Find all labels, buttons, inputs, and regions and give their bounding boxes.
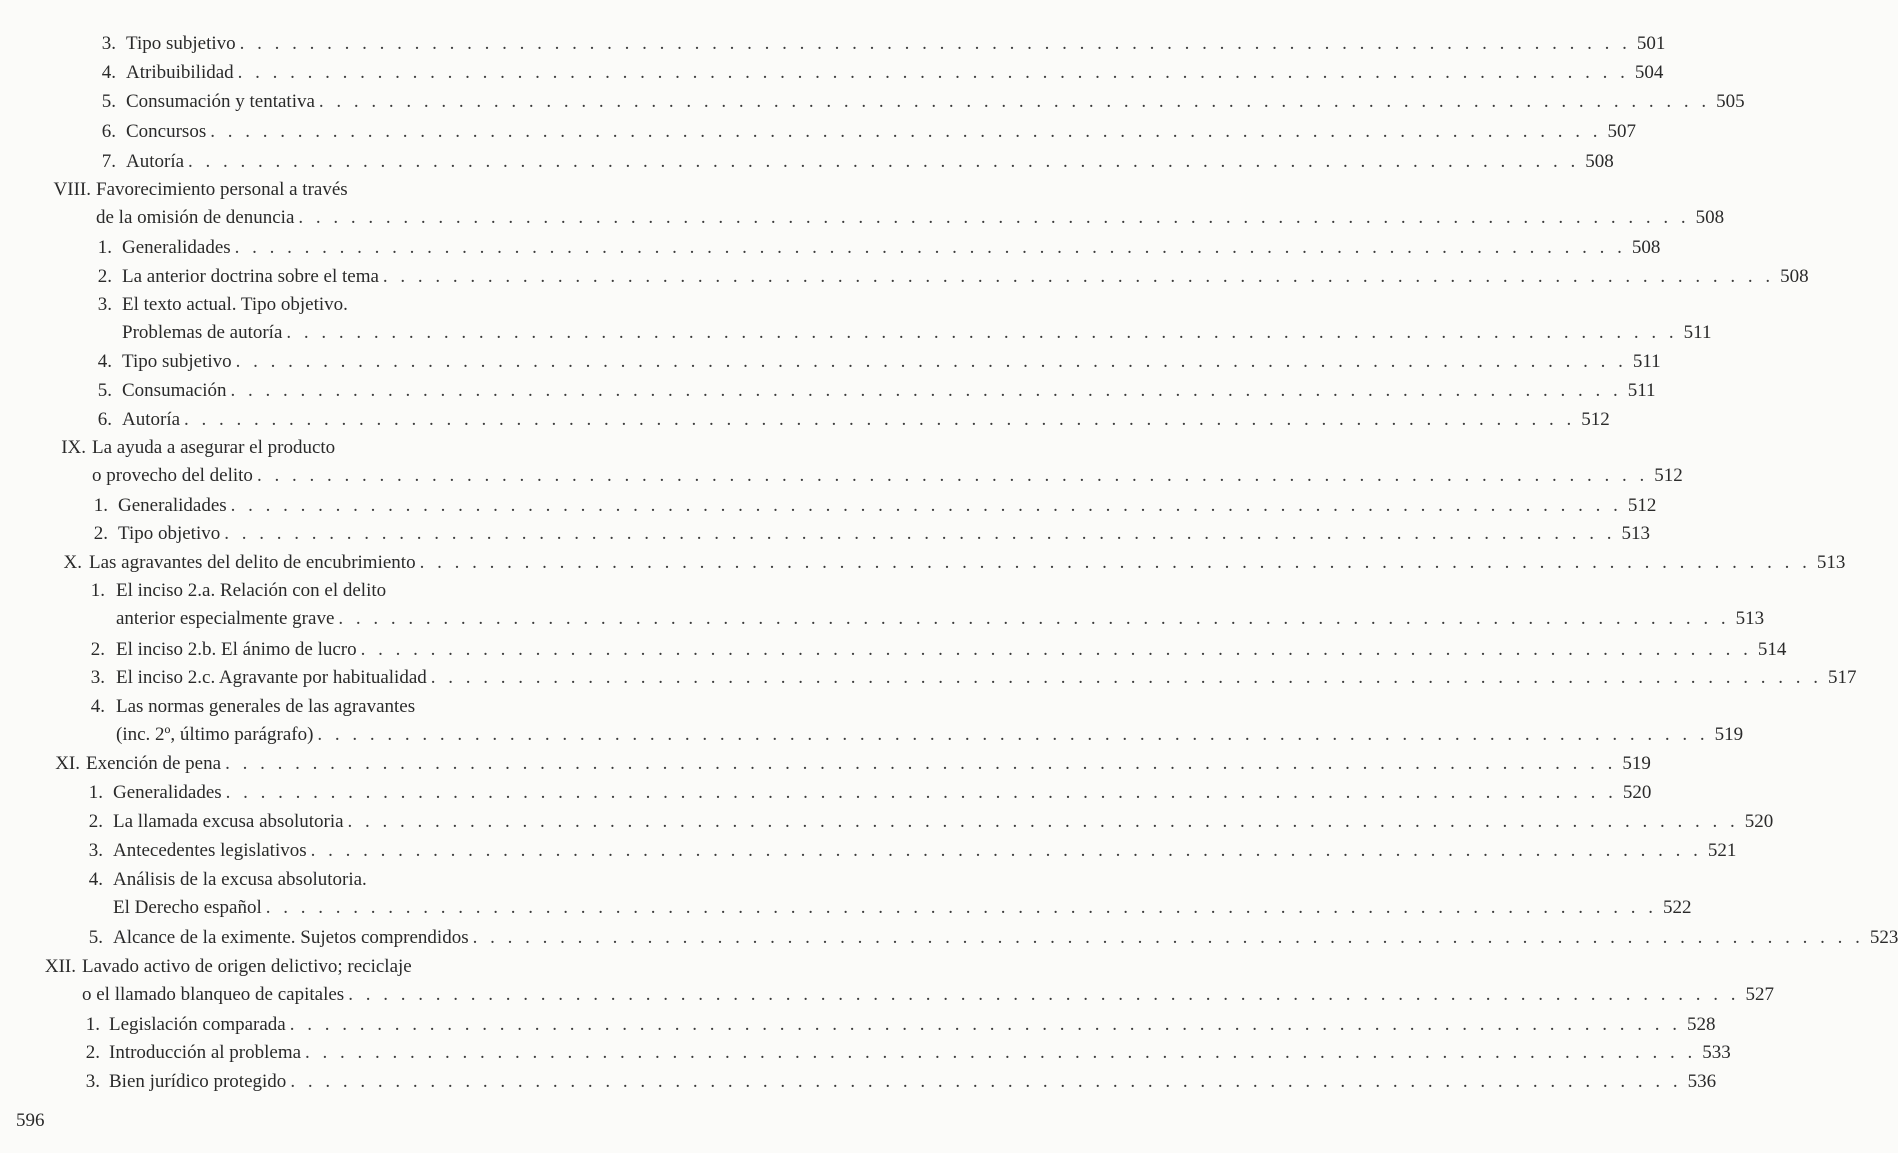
dot-leader: . . . . . . . . . . . . . . . . . . . . . . . . . . . . . . . . . . . . . . . . . . . . . . . . . . . . . . . . . . . . . . . . . . . . . . . . . . . . . . . . [472, 927, 1864, 948]
toc-page-number: 533 [1702, 1042, 1731, 1063]
toc-page-number: 523 [1869, 927, 1898, 948]
toc-entry-title-line: Generalidades [122, 237, 231, 258]
toc-entry-title-line: Introducción al problema [109, 1042, 302, 1063]
dot-leader: . . . . . . . . . . . . . . . . . . . . . . . . . . . . . . . . . . . . . . . . . . . . . . . . . . . . . . . . . . . . . . . . . . . . . . . . . . . . . . . . [305, 1042, 1697, 1063]
toc-entry-title-line: Tipo objetivo [118, 523, 221, 544]
dot-leader: . . . . . . . . . . . . . . . . . . . . . . . . . . . . . . . . . . . . . . . . . . . . . . . . . . . . . . . . . . . . . . . . . . . . . . . . . . . . . . . . [225, 782, 1617, 803]
toc-page-number: 522 [1663, 897, 1692, 918]
toc-page-number: 517 [1828, 667, 1857, 688]
dot-leader: . . . . . . . . . . . . . . . . . . . . . . . . . . . . . . . . . . . . . . . . . . . . . . . . . . . . . . . . . . . . . . . . . . . . . . . . . . . . . . . . [256, 465, 1649, 486]
toc-entry-title-line: El inciso 2.b. El ánimo de lucro [116, 639, 357, 660]
dot-leader: . . . . . . . . . . . . . . . . . . . . . . . . . . . . . . . . . . . . . . . . . . . . . . . . . . . . . . . . . . . . . . . . . . . . . . . . . . . . . . . . [237, 62, 1629, 83]
dot-leader: . . . . . . . . . . . . . . . . . . . . . . . . . . . . . . . . . . . . . . . . . . . . . . . . . . . . . . . . . . . . . . . . . . . . . . . . . . . . . . . . [224, 523, 1616, 544]
dot-leader: . . . . . . . . . . . . . . . . . . . . . . . . . . . . . . . . . . . . . . . . . . . . . . . . . . . . . . . . . . . . . . . . . . . . . . . . . . . . . . . . [286, 322, 1678, 343]
dot-leader: . . . . . . . . . . . . . . . . . . . . . . . . . . . . . . . . . . . . . . . . . . . . . . . . . . . . . . . . . . . . . . . . . . . . . . . . . . . . . . . . [310, 840, 1702, 861]
toc-entry-number: 6. [101, 121, 116, 142]
toc-page-number: 512 [1581, 409, 1610, 430]
toc-page-number: 512 [1627, 495, 1657, 516]
toc-entry-title-line: (inc. 2º, último parágrafo) [116, 724, 314, 745]
dot-leader: . . . . . . . . . . . . . . . . . . . . . . . . . . . . . . . . . . . . . . . . . . . . . . . . . . . . . . . . . . . . . . . . . . . . . . . . . . . . . . . . [239, 33, 1631, 54]
toc-entry-title-line: Tipo subjetivo [122, 351, 232, 372]
toc-entry-title-line: Consumación [122, 380, 227, 401]
dot-leader: . . . . . . . . . . . . . . . . . . . . . . . . . . . . . . . . . . . . . . . . . . . . . . . . . . . . . . . . . . . . . . . . . . . . . . . . . . . . . . . . [360, 639, 1752, 660]
toc-entry-title-line: Las agravantes del delito de encubrimiento [89, 552, 416, 573]
toc-entry-number: VIII. [53, 179, 91, 200]
toc-entry-title-line: Consumación y tentativa [126, 91, 315, 112]
toc-page-number: 511 [1632, 351, 1661, 372]
toc-entry-number: 5. [88, 927, 103, 948]
toc-entry-title-line: o provecho del delito [92, 465, 253, 486]
toc-entry-title-line: Exención de pena [86, 753, 222, 774]
toc-entry-title-line: Concursos [126, 121, 207, 142]
toc-entry-number: XII. [44, 956, 76, 977]
toc-page-number: 508 [1780, 266, 1809, 287]
toc-entry-title-line: Lavado activo de origen delictivo; reciclaje [82, 956, 412, 977]
toc-entry-title-line: El inciso 2.c. Agravante por habitualidad [116, 667, 427, 688]
toc-entry-title-line: La anterior doctrina sobre el tema [122, 266, 379, 287]
toc-entry-number: 2. [97, 266, 112, 287]
dot-leader: . . . . . . . . . . . . . . . . . . . . . . . . . . . . . . . . . . . . . . . . . . . . . . . . . . . . . . . . . . . . . . . . . . . . . . . . . . . . . . . . [235, 351, 1627, 372]
toc-page-number: 508 [1585, 151, 1614, 172]
toc-entry-title-line: Autoría [126, 151, 185, 172]
toc-page-number: 512 [1654, 465, 1683, 486]
toc-entry-title-line: El inciso 2.a. Relación con el delito [116, 580, 387, 601]
toc-page-number: 504 [1634, 62, 1664, 83]
dot-leader: . . . . . . . . . . . . . . . . . . . . . . . . . . . . . . . . . . . . . . . . . . . . . . . . . . . . . . . . . . . . . . . . . . . . . . . . . . . . . . . . [230, 380, 1622, 401]
dot-leader: . . . . . . . . . . . . . . . . . . . . . . . . . . . . . . . . . . . . . . . . . . . . . . . . . . . . . . . . . . . . . . . . . . . . . . . . . . . . . . . . [318, 91, 1711, 112]
toc-entry-number: 3. [97, 294, 112, 315]
toc-page-number: 508 [1631, 237, 1661, 258]
toc-entry-number: 2. [88, 811, 103, 832]
toc-entry-number: 1. [85, 1014, 100, 1035]
toc-page-number: 520 [1622, 782, 1652, 803]
dot-leader: . . . . . . . . . . . . . . . . . . . . . . . . . . . . . . . . . . . . . . . . . . . . . . . . . . . . . . . . . . . . . . . . . . . . . . . . . . . . . . . . [234, 237, 1626, 258]
page-number: 596 [16, 1110, 45, 1131]
toc-entry-number: 4. [90, 696, 105, 717]
toc-entry-title-line: Las normas generales de las agravantes [116, 696, 416, 717]
toc-entry-title-line: Problemas de autoría [122, 322, 283, 343]
toc-entry-number: 4. [101, 62, 116, 83]
toc-entry-title-line: Generalidades [118, 495, 227, 516]
toc-entry-number: 5. [101, 91, 116, 112]
toc-page-number: 511 [1627, 380, 1656, 401]
toc-entry-title-line: La llamada excusa absolutoria [113, 811, 344, 832]
toc-entry-title-line: Autoría [122, 409, 181, 430]
toc-page-number: 527 [1745, 984, 1774, 1005]
dot-leader: . . . . . . . . . . . . . . . . . . . . . . . . . . . . . . . . . . . . . . . . . . . . . . . . . . . . . . . . . . . . . . . . . . . . . . . . . . . . . . . . [184, 409, 1576, 430]
toc-page-number: 536 [1687, 1071, 1717, 1092]
toc-page-number: 507 [1607, 121, 1636, 142]
toc-entry-number: 4. [97, 351, 112, 372]
toc-entry-number: 5. [97, 380, 112, 401]
dot-leader: . . . . . . . . . . . . . . . . . . . . . . . . . . . . . . . . . . . . . . . . . . . . . . . . . . . . . . . . . . . . . . . . . . . . . . . . . . . . . . . . [188, 151, 1580, 172]
toc-entry-number: XI. [55, 753, 80, 774]
toc-entry-number: 4. [88, 869, 103, 890]
toc-entry-title-line: de la omisión de denuncia [96, 207, 295, 228]
dot-leader: . . . . . . . . . . . . . . . . . . . . . . . . . . . . . . . . . . . . . . . . . . . . . . . . . . . . . . . . . . . . . . . . . . . . . . . . . . . . . . . . [290, 1071, 1682, 1092]
toc-page-number: 519 [1714, 724, 1744, 745]
toc-page-number: 513 [1621, 523, 1650, 544]
dot-leader: . . . . . . . . . . . . . . . . . . . . . . . . . . . . . . . . . . . . . . . . . . . . . . . . . . . . . . . . . . . . . . . . . . . . . . . . . . . . . . . . [210, 121, 1602, 142]
toc-entry-title-line: o el llamado blanqueo de capitales [82, 984, 345, 1005]
dot-leader: . . . . . . . . . . . . . . . . . . . . . . . . . . . . . . . . . . . . . . . . . . . . . . . . . . . . . . . . . . . . . . . . . . . . . . . . . . . . . . . . [347, 811, 1739, 832]
toc-page-number: 513 [1735, 608, 1765, 629]
toc-entry-number: IX. [61, 437, 86, 458]
toc-entry-title-line: El Derecho español [113, 897, 262, 918]
dot-leader: . . . . . . . . . . . . . . . . . . . . . . . . . . . . . . . . . . . . . . . . . . . . . . . . . . . . . . . . . . . . . . . . . . . . . . . . . . . . . . . . [225, 753, 1617, 774]
toc-page-number: 521 [1707, 840, 1737, 861]
toc-entry-title-line: Favorecimiento personal a través [96, 179, 348, 200]
toc-entry-number: 1. [97, 237, 112, 258]
toc-entry-title-line: Atribuibilidad [126, 62, 234, 83]
toc-page-number: 508 [1695, 207, 1725, 228]
toc-entry-title-line: Generalidades [113, 782, 222, 803]
dot-leader: . . . . . . . . . . . . . . . . . . . . . . . . . . . . . . . . . . . . . . . . . . . . . . . . . . . . . . . . . . . . . . . . . . . . . . . . . . . . . . . . [348, 984, 1740, 1005]
dot-leader: . . . . . . . . . . . . . . . . . . . . . . . . . . . . . . . . . . . . . . . . . . . . . . . . . . . . . . . . . . . . . . . . . . . . . . . . . . . . . . . . [230, 495, 1622, 516]
dot-leader: . . . . . . . . . . . . . . . . . . . . . . . . . . . . . . . . . . . . . . . . . . . . . . . . . . . . . . . . . . . . . . . . . . . . . . . . . . . . . . . . [430, 667, 1823, 688]
toc-entry-title-line: La ayuda a asegurar el producto [92, 437, 336, 458]
toc-page-number: 514 [1757, 639, 1787, 660]
toc-entry-number: 3. [85, 1071, 100, 1092]
toc-entry-number: 1. [88, 782, 103, 803]
toc-page-number: 519 [1622, 753, 1651, 774]
dot-leader: . . . . . . . . . . . . . . . . . . . . . . . . . . . . . . . . . . . . . . . . . . . . . . . . . . . . . . . . . . . . . . . . . . . . . . . . . . . . . . . . [419, 552, 1811, 573]
toc-entry-title-line: Análisis de la excusa absolutoria. [113, 869, 367, 890]
toc-entry-title-line: El texto actual. Tipo objetivo. [122, 294, 348, 315]
toc-entry-number: 1. [90, 580, 105, 601]
toc-page-number: 513 [1816, 552, 1846, 573]
toc-entry-number: X. [63, 552, 82, 573]
dot-leader: . . . . . . . . . . . . . . . . . . . . . . . . . . . . . . . . . . . . . . . . . . . . . . . . . . . . . . . . . . . . . . . . . . . . . . . . . . . . . . . . [382, 266, 1775, 287]
toc-entry-title-line: Antecedentes legislativos [113, 840, 307, 861]
toc-entry-number: 3. [90, 667, 105, 688]
toc-entry-number: 3. [88, 840, 103, 861]
toc-page-number: 511 [1683, 322, 1712, 343]
toc-entry-title-line: Legislación comparada [109, 1014, 286, 1035]
toc-entry-number: 2. [85, 1042, 100, 1063]
toc-entry-number: 2. [90, 639, 105, 660]
toc-entry-title-line: anterior especialmente grave [116, 608, 335, 629]
toc-page-number: 505 [1716, 91, 1745, 112]
dot-leader: . . . . . . . . . . . . . . . . . . . . . . . . . . . . . . . . . . . . . . . . . . . . . . . . . . . . . . . . . . . . . . . . . . . . . . . . . . . . . . . . [338, 608, 1730, 629]
toc-page-number: 501 [1636, 33, 1666, 54]
toc-entry-number: 7. [101, 151, 116, 172]
dot-leader: . . . . . . . . . . . . . . . . . . . . . . . . . . . . . . . . . . . . . . . . . . . . . . . . . . . . . . . . . . . . . . . . . . . . . . . . . . . . . . . . [298, 207, 1690, 228]
toc-entry-number: 3. [101, 33, 116, 54]
dot-leader: . . . . . . . . . . . . . . . . . . . . . . . . . . . . . . . . . . . . . . . . . . . . . . . . . . . . . . . . . . . . . . . . . . . . . . . . . . . . . . . . [289, 1014, 1681, 1035]
toc-entry-title-line: Tipo subjetivo [126, 33, 236, 54]
toc-entry-title-line: Alcance de la eximente. Sujetos comprendidos [113, 927, 469, 948]
toc-entry-number: 6. [97, 409, 112, 430]
dot-leader: . . . . . . . . . . . . . . . . . . . . . . . . . . . . . . . . . . . . . . . . . . . . . . . . . . . . . . . . . . . . . . . . . . . . . . . . . . . . . . . . [265, 897, 1658, 918]
toc-page-number: 528 [1686, 1014, 1716, 1035]
dot-leader: . . . . . . . . . . . . . . . . . . . . . . . . . . . . . . . . . . . . . . . . . . . . . . . . . . . . . . . . . . . . . . . . . . . . . . . . . . . . . . . . [317, 724, 1709, 745]
toc-entry-number: 1. [93, 495, 108, 516]
toc-entry-title-line: Bien jurídico protegido [109, 1071, 287, 1092]
toc-page-number: 520 [1744, 811, 1774, 832]
toc-entry-number: 2. [93, 523, 108, 544]
